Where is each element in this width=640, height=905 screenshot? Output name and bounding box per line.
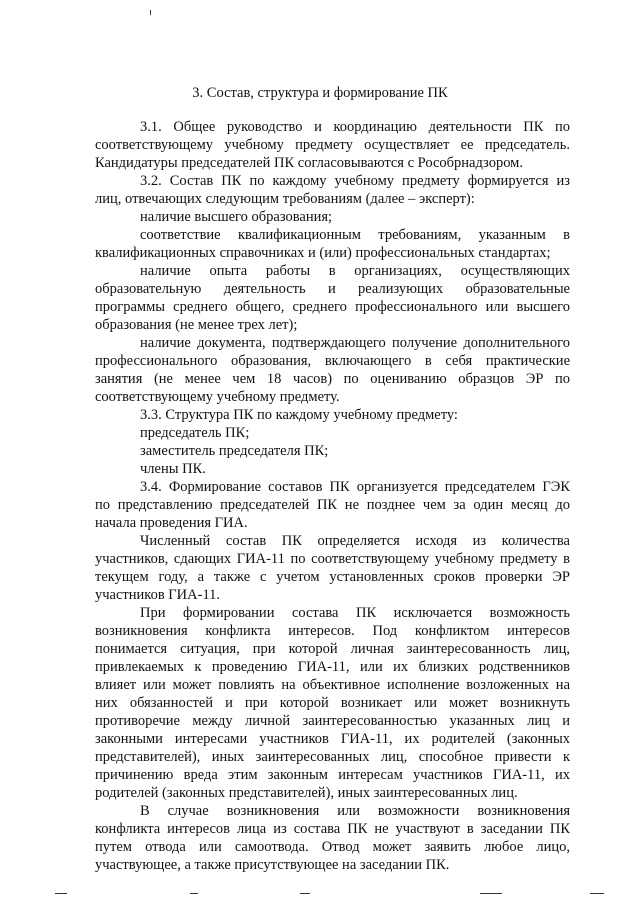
paragraph-line: соответствие квалификационным требованиям, указанным в (140, 227, 570, 243)
paragraph-line: 3.1. Общее руководство и координацию деятельности ПК по (140, 119, 570, 135)
paragraph-line: конфликта интересов лица из состава ПК не участвуют в заседании ПК (95, 821, 570, 837)
paragraph-line: законными интересами участников ГИА-11, их родителей (законных (95, 731, 570, 747)
paragraph-line: участвующее, а также присутствующее на заседании ПК. (95, 857, 450, 873)
scan-mark (150, 10, 151, 15)
paragraph-line: путем отвода или самоотвода. Отвод может заявить любое лицо, (95, 839, 570, 855)
section-heading: 3. Состав, структура и формирование ПК (192, 85, 448, 101)
scan-mark (190, 893, 198, 894)
paragraph-line: участников, сдающих ГИА-11 по соответствующему учебному предмету в (95, 551, 570, 567)
scan-mark (55, 893, 67, 894)
paragraph-line: участников ГИА-11. (95, 587, 221, 603)
paragraph-line: образовательную деятельность и реализующих образовательные (95, 281, 570, 297)
paragraph-line: текущем году, а также с учетом установленных сроков проверки ЭР (95, 569, 570, 585)
paragraph-line: наличие документа, подтверждающего получение дополнительного (140, 335, 570, 351)
paragraph-line: программы среднего общего, среднего профессионального или высшего (95, 299, 570, 315)
paragraph-line: 3.2. Состав ПК по каждому учебному предмету формируется из (140, 173, 570, 189)
paragraph-line: заместитель председателя ПК; (140, 443, 329, 459)
paragraph-line: соответствующему учебному предмету осуществляет ее председатель. (95, 137, 570, 153)
paragraph-line: соответствующему учебному предмету. (95, 389, 340, 405)
scan-mark (480, 893, 502, 894)
paragraph-line: противоречие между личной заинтересованностью указанных лиц и (95, 713, 570, 729)
scan-mark (300, 893, 310, 894)
paragraph-line: профессионального образования, включающего в себя практические (95, 353, 570, 369)
paragraph-line: представителей), иных заинтересованных лиц, способное привести к (95, 749, 570, 765)
paragraph-line: привлекаемых к проведению ГИА-11, или их близких родственников (95, 659, 570, 675)
paragraph-line: председатель ПК; (140, 425, 250, 441)
paragraph-line: них обязанностей и при которой возникает или может возникнуть (95, 695, 570, 711)
paragraph-line: образования (не менее трех лет); (95, 317, 298, 333)
paragraph-line: Численный состав ПК определяется исходя из количества (140, 533, 570, 549)
paragraph-line: При формировании состава ПК исключается возможность (140, 605, 570, 621)
paragraph-line: возникновения конфликта интересов. Под конфликтом интересов (95, 623, 570, 639)
paragraph-line: квалификационных справочниках и (или) профессиональных стандартах; (95, 245, 551, 261)
paragraph-line: наличие опыта работы в организациях, осуществляющих (140, 263, 570, 279)
paragraph-line: причинению вреда этим законным интересам участников ГИА-11, их (95, 767, 570, 783)
paragraph-line: по представлению председателей ПК не позднее чем за один месяц до (95, 497, 570, 513)
paragraph-line: Кандидатуры председателей ПК согласовываются с Рособрнадзором. (95, 155, 523, 171)
scan-mark (590, 893, 604, 894)
paragraph-line: занятия (не менее чем 18 часов) по оцениванию образцов ЭР по (95, 371, 570, 387)
paragraph-line: члены ПК. (140, 461, 206, 477)
paragraph-line: В случае возникновения или возможности возникновения (140, 803, 570, 819)
paragraph-line: понимается ситуация, при которой личная заинтересованность лиц, (95, 641, 570, 657)
paragraph-line: наличие высшего образования; (140, 209, 333, 225)
paragraph-line: 3.4. Формирование составов ПК организуется председателем ГЭК (140, 479, 570, 495)
paragraph-line: родителей (законных представителей), иных заинтересованных лиц. (95, 785, 518, 801)
paragraph-line: влияет или может повлиять на объективное исполнение возложенных на (95, 677, 570, 693)
paragraph-line: лиц, отвечающих следующим требованиям (далее – эксперт): (95, 191, 475, 207)
paragraph-line: начала проведения ГИА. (95, 515, 248, 531)
paragraph-line: 3.3. Структура ПК по каждому учебному предмету: (140, 407, 458, 423)
